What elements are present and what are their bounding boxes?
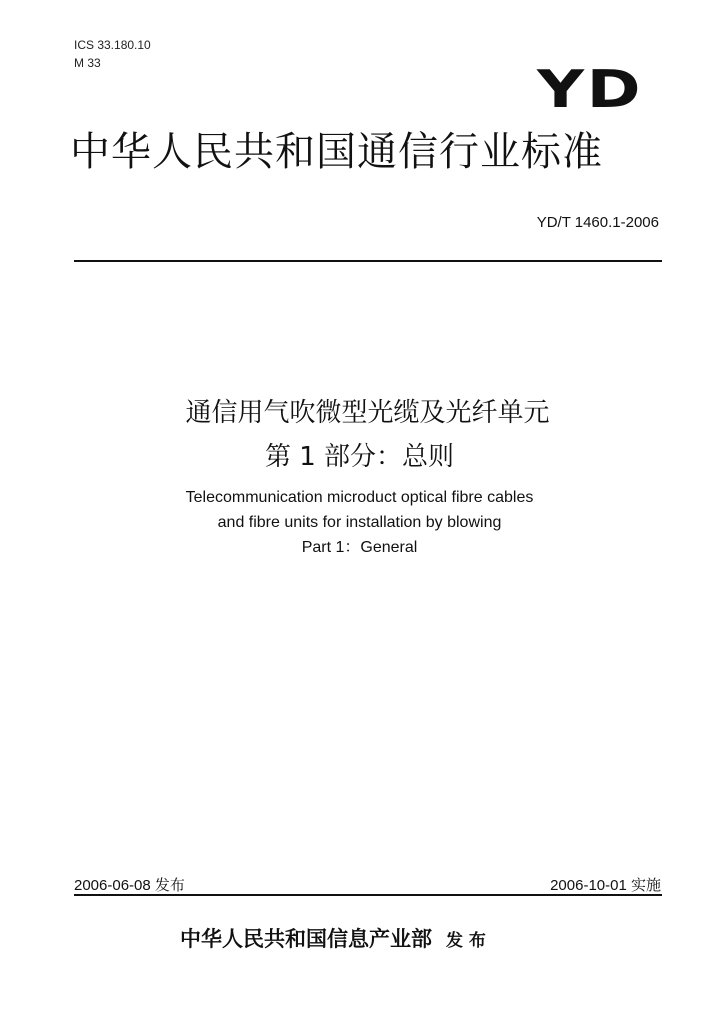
- ics-code: ICS 33.180.10: [74, 38, 151, 52]
- implementation-date: 2006-10-01 实施: [550, 877, 661, 894]
- document-title-en-line2: and fibre units for installation by blowing: [217, 514, 502, 531]
- header-divider: [74, 260, 662, 262]
- publisher-action: 发 布: [446, 931, 486, 951]
- issue-date: 2006-06-08 发布: [74, 877, 185, 894]
- ccs-code: M 33: [74, 56, 101, 70]
- document-title-cn-line2: 第 1 部分：总则: [264, 442, 455, 472]
- footer-divider: [74, 894, 662, 896]
- publisher-name: 中华人民共和国信息产业部: [180, 926, 432, 951]
- document-title-cn-line1: 通信用气吹微型光缆及光纤单元: [185, 398, 550, 428]
- yd-logo: YD: [537, 60, 644, 120]
- standard-number: YD/T 1460.1-2006: [536, 214, 659, 231]
- standard-category-title: 中华人民共和国通信行业标准: [70, 129, 603, 175]
- document-title-en-line3: Part 1：General: [301, 539, 418, 556]
- publisher-line: [180, 928, 486, 950]
- document-title-en-line1: Telecommunication microduct optical fibre cables: [185, 489, 534, 506]
